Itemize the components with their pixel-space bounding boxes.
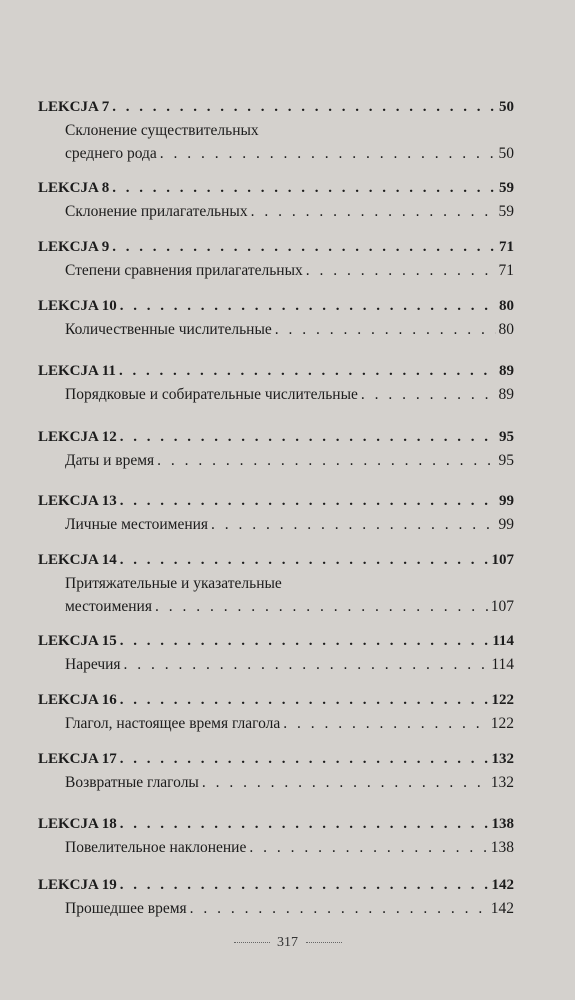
lesson-heading[interactable] bbox=[38, 490, 514, 513]
dot-leader bbox=[120, 748, 489, 771]
lesson-page: 99 bbox=[499, 493, 514, 509]
lesson-title: LEKCJA 14 bbox=[38, 552, 117, 568]
lesson-title: LEKCJA 13 bbox=[38, 493, 117, 509]
lesson-topic-text: Личные местоимения bbox=[65, 516, 209, 533]
lesson-page: 132 bbox=[491, 751, 514, 767]
toc-entry bbox=[38, 426, 514, 472]
lesson-topic-text: среднего рода bbox=[65, 145, 157, 162]
dot-leader bbox=[160, 142, 496, 165]
dot-leader bbox=[120, 689, 489, 712]
lesson-heading[interactable] bbox=[38, 236, 514, 259]
dot-leader bbox=[112, 96, 496, 119]
lesson-title: LEKCJA 11 bbox=[38, 363, 116, 379]
lesson-topic-page: 89 bbox=[498, 386, 514, 403]
lesson-topic[interactable] bbox=[38, 653, 514, 676]
toc-entry bbox=[38, 96, 514, 165]
lesson-topic-text: Возвратные глаголы bbox=[65, 774, 199, 791]
lesson-title: LEKCJA 12 bbox=[38, 429, 117, 445]
footer-ornament-left bbox=[234, 942, 270, 943]
lesson-heading[interactable] bbox=[38, 177, 514, 200]
lesson-page: 122 bbox=[491, 692, 514, 708]
dot-leader bbox=[190, 897, 488, 920]
footer-ornament-right bbox=[306, 942, 342, 943]
dot-leader bbox=[120, 295, 496, 318]
toc-entry bbox=[38, 689, 514, 735]
lesson-title: LEKCJA 17 bbox=[38, 751, 117, 767]
lesson-title: LEKCJA 18 bbox=[38, 816, 117, 832]
lesson-topic-text: Прошедшее время bbox=[65, 900, 187, 917]
lesson-topic[interactable] bbox=[38, 449, 514, 472]
dot-leader bbox=[251, 200, 496, 223]
lesson-heading[interactable] bbox=[38, 813, 514, 836]
lesson-page: 114 bbox=[492, 633, 514, 649]
lesson-topic[interactable] bbox=[38, 513, 514, 536]
lesson-topic[interactable] bbox=[38, 897, 514, 920]
lesson-heading[interactable] bbox=[38, 549, 514, 572]
lesson-page: 138 bbox=[491, 816, 514, 832]
lesson-topic[interactable] bbox=[38, 318, 514, 341]
dot-leader bbox=[120, 426, 496, 449]
lesson-topic-page: 80 bbox=[498, 321, 514, 338]
lesson-topic-page: 71 bbox=[498, 262, 514, 279]
dot-leader bbox=[120, 549, 489, 572]
lesson-topic-page: 142 bbox=[490, 900, 514, 917]
toc-entry bbox=[38, 295, 514, 341]
lesson-page: 142 bbox=[491, 877, 514, 893]
lesson-title: LEKCJA 7 bbox=[38, 99, 110, 115]
lesson-topic-page: 59 bbox=[498, 203, 514, 220]
dot-leader bbox=[283, 712, 487, 735]
dot-leader bbox=[120, 630, 490, 653]
lesson-topic-text: Даты и время bbox=[65, 452, 155, 469]
lesson-page: 50 bbox=[499, 99, 514, 115]
lesson-title: LEKCJA 15 bbox=[38, 633, 117, 649]
lesson-topic[interactable] bbox=[38, 200, 514, 223]
lesson-topic-text: Порядковые и собирательные числительные bbox=[65, 386, 358, 403]
lesson-heading[interactable] bbox=[38, 874, 514, 897]
lesson-title: LEKCJA 19 bbox=[38, 877, 117, 893]
toc-entry bbox=[38, 748, 514, 794]
lesson-topic-page: 50 bbox=[498, 145, 514, 162]
lesson-topic[interactable] bbox=[38, 383, 514, 406]
lesson-topic-text: Глагол, настоящее время глагола bbox=[65, 715, 281, 732]
lesson-topic-text: местоимения bbox=[65, 598, 152, 615]
dot-leader bbox=[120, 813, 489, 836]
lesson-title: LEKCJA 10 bbox=[38, 298, 117, 314]
dot-leader bbox=[275, 318, 496, 341]
toc-entry bbox=[38, 360, 514, 406]
lesson-heading[interactable] bbox=[38, 689, 514, 712]
lesson-topic-text: Склонение прилагательных bbox=[65, 203, 248, 220]
dot-leader bbox=[361, 383, 496, 406]
lesson-page: 80 bbox=[499, 298, 514, 314]
lesson-topic[interactable] bbox=[38, 712, 514, 735]
toc-entry bbox=[38, 630, 514, 676]
lesson-topic-page: 132 bbox=[490, 774, 514, 791]
dot-leader bbox=[155, 595, 488, 618]
lesson-heading[interactable] bbox=[38, 360, 514, 383]
lesson-topic-first-line: Склонение существительных bbox=[65, 122, 259, 139]
lesson-page: 95 bbox=[499, 429, 514, 445]
dot-leader bbox=[120, 874, 489, 897]
lesson-topic-page: 99 bbox=[498, 516, 514, 533]
lesson-topic-page: 114 bbox=[491, 656, 514, 673]
lesson-topic-text: Количественные числительные bbox=[65, 321, 272, 338]
dot-leader bbox=[119, 360, 496, 383]
lesson-page: 59 bbox=[499, 180, 514, 196]
lesson-topic[interactable] bbox=[38, 771, 514, 794]
lesson-title: LEKCJA 8 bbox=[38, 180, 110, 196]
lesson-topic-page: 122 bbox=[490, 715, 514, 732]
dot-leader bbox=[306, 259, 496, 282]
lesson-topic-page: 95 bbox=[498, 452, 514, 469]
lesson-heading[interactable] bbox=[38, 748, 514, 771]
dot-leader bbox=[120, 490, 496, 513]
dot-leader bbox=[157, 449, 495, 472]
page-footer bbox=[0, 935, 575, 951]
lesson-topic[interactable] bbox=[38, 142, 514, 165]
lesson-heading[interactable] bbox=[38, 295, 514, 318]
lesson-title: LEKCJA 16 bbox=[38, 692, 117, 708]
dot-leader bbox=[124, 653, 489, 676]
toc-entry bbox=[38, 490, 514, 536]
dot-leader bbox=[202, 771, 488, 794]
lesson-page: 71 bbox=[499, 239, 514, 255]
lesson-topic-first-line: Притяжательные и указательные bbox=[65, 575, 282, 592]
dot-leader bbox=[211, 513, 495, 536]
toc-entry bbox=[38, 813, 514, 859]
toc-entry bbox=[38, 874, 514, 920]
lesson-page: 107 bbox=[491, 552, 514, 568]
lesson-topic[interactable] bbox=[38, 836, 514, 859]
page-number: 317 bbox=[277, 935, 298, 950]
lesson-page: 89 bbox=[499, 363, 514, 379]
lesson-heading[interactable] bbox=[38, 96, 514, 119]
lesson-topic[interactable] bbox=[38, 259, 514, 282]
lesson-heading[interactable] bbox=[38, 426, 514, 449]
lesson-topic-text: Повелительное наклонение bbox=[65, 839, 247, 856]
lesson-topic[interactable] bbox=[38, 595, 514, 618]
dot-leader bbox=[249, 836, 487, 859]
toc-entry bbox=[38, 177, 514, 223]
lesson-title: LEKCJA 9 bbox=[38, 239, 110, 255]
lesson-topic-page: 107 bbox=[490, 598, 514, 615]
dot-leader bbox=[112, 177, 496, 200]
dot-leader bbox=[112, 236, 496, 259]
lesson-topic-page: 138 bbox=[490, 839, 514, 856]
lesson-heading[interactable] bbox=[38, 630, 514, 653]
toc-entry bbox=[38, 236, 514, 282]
lesson-topic-text: Степени сравнения прилагательных bbox=[65, 262, 303, 279]
lesson-topic-text: Наречия bbox=[65, 656, 121, 673]
toc-entry bbox=[38, 549, 514, 618]
